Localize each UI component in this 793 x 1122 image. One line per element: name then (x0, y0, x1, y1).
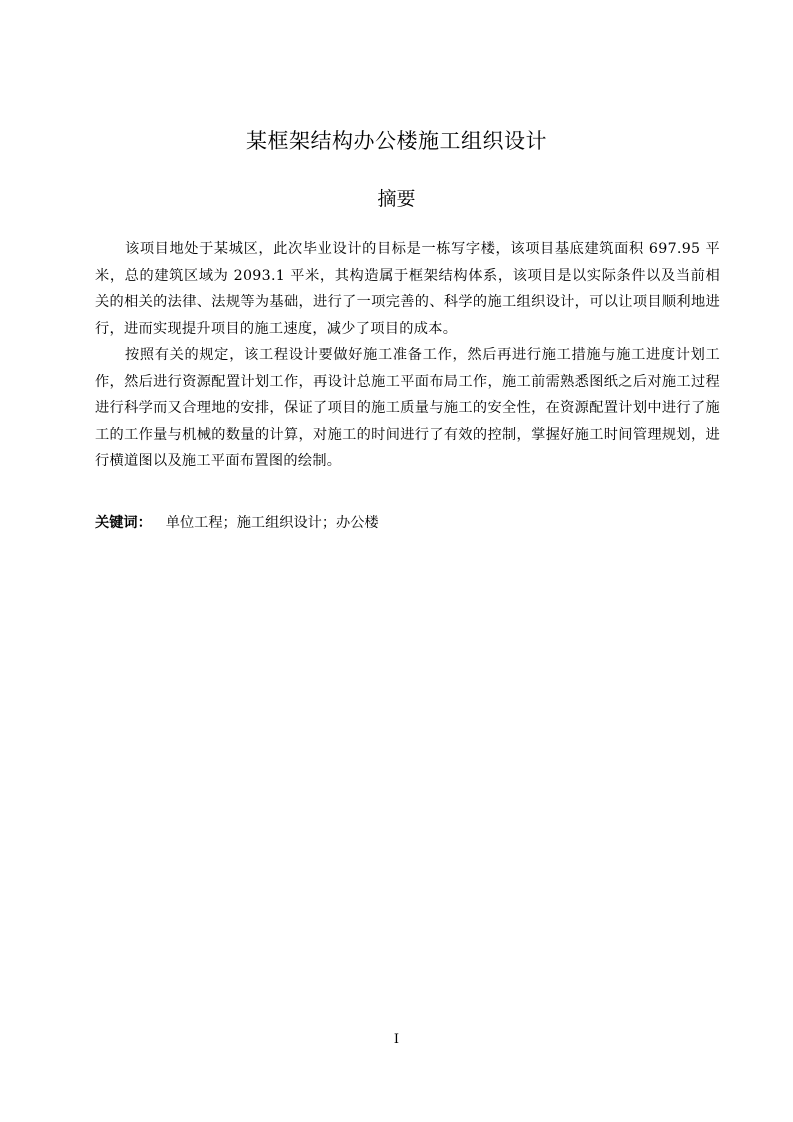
document-title: 某框架结构办公楼施工组织设计 (246, 129, 547, 153)
abstract-paragraph-1: 该项目地处于某城区，此次毕业设计的目标是一栋写字楼，该项目基底建筑面积 697.95 平米，总的建筑区域为 2093.1 平米，其构造属于框架结构体系，该项目是以实际条件以及当前相关的相关的法律、法规等为基础，进行了一项完善的、科学的施工组织设计，可以让项目顺利地进行，进而实现提升项目的施工速度，减少了项目的成本。 (95, 241, 720, 337)
abstract-heading: 摘要 (377, 188, 416, 210)
keywords-label: 关键词： (95, 515, 152, 531)
abstract-paragraph-2: 按照有关的规定，该工程设计要做好施工准备工作，然后再进行施工措施与施工进度计划工作，然后进行资源配置计划工作，再设计总施工平面布局工作，施工前需熟悉图纸之后对施工过程进行科学而又合理地的安排，保证了项目的施工质量与施工的安全性，在资源配置计划中进行了施工的工作量与机械的数量的计算，对施工的时间进行了有效的控制，掌握好施工时间管理规划，进行横道图以及施工平面布置图的绘制。 (95, 347, 720, 469)
keywords-line (95, 510, 720, 536)
page-number: I (393, 1032, 400, 1047)
abstract-body (95, 236, 720, 475)
keywords-value: 单位工程；施工组织设计；办公楼 (165, 515, 379, 531)
